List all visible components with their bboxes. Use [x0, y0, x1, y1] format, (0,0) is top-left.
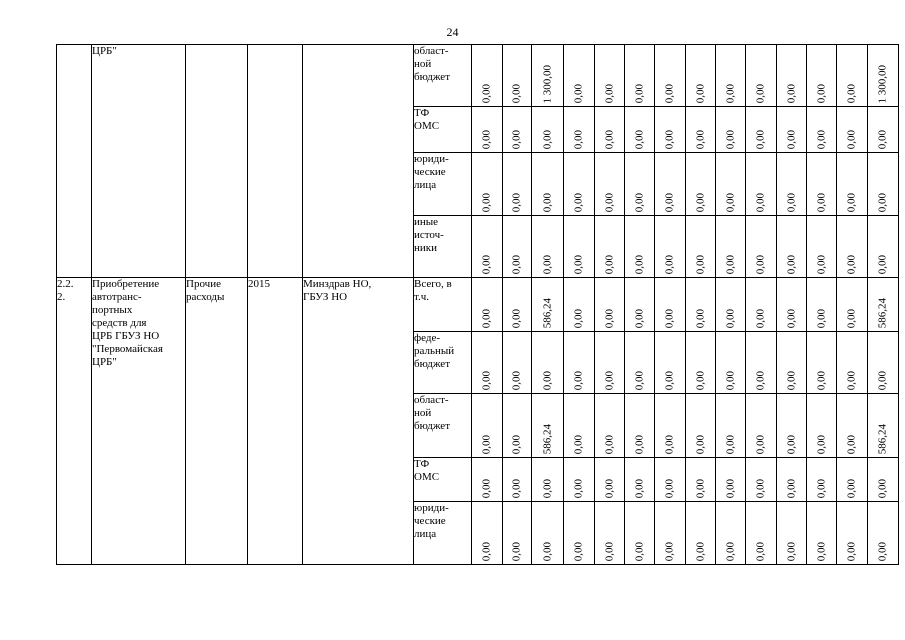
value-cell [532, 45, 564, 107]
value-cell [868, 394, 899, 458]
value-cell [472, 153, 503, 216]
value-cell [564, 394, 595, 458]
funding-source-cell: област- ной бюджет [414, 45, 472, 107]
value-text: 0,00 [815, 370, 827, 390]
value-text: 0,00 [785, 370, 797, 390]
value-text: 0,00 [694, 192, 706, 212]
value-cell [868, 278, 899, 332]
value-cell [777, 278, 807, 332]
value-cell [503, 45, 532, 107]
value-text: 0,00 [510, 254, 523, 274]
value-text: 0,00 [663, 541, 676, 561]
executor-cell: Минздрав НО, ГБУЗ НО [303, 278, 414, 565]
value-text: 0,00 [785, 434, 797, 454]
value-cell [532, 153, 564, 216]
value-cell [837, 153, 868, 216]
value-text: 0,00 [541, 192, 553, 212]
value-text: 0,00 [845, 129, 858, 149]
value-cell [595, 45, 625, 107]
value-cell [837, 458, 868, 502]
value-cell [625, 216, 655, 278]
value-cell [472, 502, 503, 565]
value-cell [532, 216, 564, 278]
num-cell [57, 45, 92, 107]
value-cell [807, 216, 837, 278]
year-cell [248, 45, 303, 107]
value-text: 0,00 [845, 192, 858, 212]
value-text: 0,00 [694, 308, 706, 328]
value-text: 0,00 [694, 83, 706, 103]
value-cell [777, 332, 807, 394]
value-cell [625, 45, 655, 107]
value-text: 0,00 [663, 192, 676, 212]
value-text: 0,00 [572, 254, 585, 274]
item-name-cell [92, 216, 186, 278]
value-cell [564, 502, 595, 565]
value-cell [472, 216, 503, 278]
value-cell [777, 107, 807, 153]
value-text: 0,00 [572, 308, 585, 328]
executor-cell [303, 153, 414, 216]
value-cell [472, 332, 503, 394]
value-text: 0,00 [754, 478, 767, 498]
value-cell [532, 278, 564, 332]
value-cell [868, 458, 899, 502]
value-text: 0,00 [572, 478, 585, 498]
executor-cell [303, 107, 414, 153]
value-cell [595, 332, 625, 394]
value-cell [655, 45, 686, 107]
year-cell [248, 153, 303, 216]
value-cell [686, 502, 716, 565]
value-text: 0,00 [876, 541, 889, 561]
value-cell [655, 278, 686, 332]
value-cell [595, 216, 625, 278]
value-text: 0,00 [876, 478, 889, 498]
value-text: 0,00 [480, 192, 493, 212]
value-text: 0,00 [815, 308, 827, 328]
value-cell [868, 332, 899, 394]
value-cell [472, 394, 503, 458]
value-cell [837, 394, 868, 458]
year-cell [248, 107, 303, 153]
value-cell [686, 153, 716, 216]
value-text: 0,00 [480, 83, 493, 103]
value-text: 0,00 [815, 129, 827, 149]
value-cell [716, 332, 746, 394]
value-cell [503, 458, 532, 502]
value-cell [777, 45, 807, 107]
funding-source-cell: ТФ ОМС [414, 107, 472, 153]
value-text: 0,00 [724, 370, 736, 390]
year-cell [248, 216, 303, 278]
value-cell [532, 394, 564, 458]
value-text: 0,00 [815, 192, 827, 212]
value-text: 0,00 [876, 129, 889, 149]
value-cell [746, 216, 777, 278]
value-cell [777, 216, 807, 278]
value-cell [532, 332, 564, 394]
value-text: 0,00 [603, 478, 615, 498]
value-cell [837, 502, 868, 565]
budget-table [56, 44, 899, 565]
value-text: 0,00 [510, 434, 523, 454]
value-text: 0,00 [754, 129, 767, 149]
value-cell [595, 153, 625, 216]
value-text: 0,00 [510, 192, 523, 212]
value-cell [564, 278, 595, 332]
value-text: 0,00 [754, 541, 767, 561]
value-cell [746, 332, 777, 394]
value-cell [777, 502, 807, 565]
value-text: 0,00 [785, 254, 797, 274]
value-cell [503, 107, 532, 153]
value-cell [595, 278, 625, 332]
table-row [57, 153, 899, 216]
value-cell [472, 45, 503, 107]
value-text: 0,00 [663, 254, 676, 274]
value-text: 0,00 [724, 192, 736, 212]
value-cell [837, 278, 868, 332]
value-text: 586,24 [541, 423, 553, 454]
value-cell [807, 107, 837, 153]
value-cell [625, 458, 655, 502]
num-cell [57, 216, 92, 278]
value-cell [807, 394, 837, 458]
value-cell [837, 332, 868, 394]
value-cell [564, 153, 595, 216]
value-text: 0,00 [510, 478, 523, 498]
value-text: 0,00 [694, 541, 706, 561]
value-cell [503, 394, 532, 458]
value-text: 0,00 [876, 370, 889, 390]
value-cell [686, 332, 716, 394]
funding-source-cell: Всего, в т.ч. [414, 278, 472, 332]
value-cell [716, 45, 746, 107]
table-row [57, 107, 899, 153]
value-text: 0,00 [633, 308, 645, 328]
value-text: 0,00 [603, 192, 615, 212]
table-row [57, 45, 899, 107]
value-text: 0,00 [694, 129, 706, 149]
value-text: 0,00 [845, 541, 858, 561]
value-cell [746, 45, 777, 107]
value-cell [655, 216, 686, 278]
value-cell [716, 502, 746, 565]
value-cell [655, 502, 686, 565]
value-text: 1 300,00 [541, 64, 553, 103]
value-cell [595, 502, 625, 565]
value-text: 0,00 [785, 83, 797, 103]
value-cell [868, 216, 899, 278]
value-text: 0,00 [815, 434, 827, 454]
value-cell [868, 153, 899, 216]
value-text: 0,00 [845, 478, 858, 498]
value-text: 0,00 [694, 434, 706, 454]
value-text: 0,00 [480, 434, 493, 454]
value-cell [503, 332, 532, 394]
value-text: 0,00 [480, 370, 493, 390]
item-name-cell: Приобретение автотранс- портных средств для ЦРБ ГБУЗ НО "Первомайская ЦРБ" [92, 278, 186, 565]
value-cell [503, 278, 532, 332]
value-cell [472, 278, 503, 332]
value-text: 0,00 [480, 478, 493, 498]
value-cell [807, 153, 837, 216]
value-cell [868, 45, 899, 107]
value-text: 0,00 [845, 254, 858, 274]
value-text: 0,00 [633, 478, 645, 498]
value-text: 0,00 [633, 83, 645, 103]
value-cell [564, 107, 595, 153]
value-text: 0,00 [694, 254, 706, 274]
value-cell [807, 45, 837, 107]
value-text: 0,00 [663, 370, 676, 390]
value-text: 0,00 [541, 254, 553, 274]
value-cell [564, 45, 595, 107]
value-text: 0,00 [876, 254, 889, 274]
value-text: 0,00 [541, 478, 553, 498]
value-cell [655, 153, 686, 216]
value-text: 0,00 [663, 478, 676, 498]
value-text: 0,00 [633, 254, 645, 274]
table-row [57, 278, 899, 332]
funding-source-cell: ТФ ОМС [414, 458, 472, 502]
value-text: 0,00 [663, 83, 676, 103]
value-cell [532, 502, 564, 565]
funding-source-cell: област- ной бюджет [414, 394, 472, 458]
value-text: 0,00 [480, 129, 493, 149]
expense-type-cell [186, 153, 248, 216]
value-cell [625, 502, 655, 565]
item-name-cell [92, 153, 186, 216]
value-text: 0,00 [663, 308, 676, 328]
value-cell [625, 394, 655, 458]
value-cell [716, 153, 746, 216]
funding-source-cell: юриди- ческие лица [414, 502, 472, 565]
value-text: 0,00 [785, 192, 797, 212]
value-text: 0,00 [480, 308, 493, 328]
value-cell [503, 216, 532, 278]
num-cell [57, 153, 92, 216]
value-cell [746, 458, 777, 502]
value-text: 0,00 [603, 254, 615, 274]
value-cell [655, 458, 686, 502]
value-cell [837, 107, 868, 153]
value-cell [625, 332, 655, 394]
value-cell [777, 153, 807, 216]
table-row [57, 216, 899, 278]
value-text: 0,00 [754, 370, 767, 390]
expense-type-cell: Прочие расходы [186, 278, 248, 565]
value-cell [625, 278, 655, 332]
value-text: 0,00 [724, 83, 736, 103]
value-text: 0,00 [510, 308, 523, 328]
value-text: 0,00 [754, 83, 767, 103]
value-text: 0,00 [541, 370, 553, 390]
value-text: 0,00 [510, 541, 523, 561]
value-text: 0,00 [845, 434, 858, 454]
value-text: 0,00 [510, 83, 523, 103]
value-text: 0,00 [815, 478, 827, 498]
value-cell [686, 216, 716, 278]
expense-type-cell [186, 45, 248, 107]
expense-type-cell [186, 107, 248, 153]
value-cell [564, 216, 595, 278]
value-text: 0,00 [694, 478, 706, 498]
value-text: 1 300,00 [876, 64, 889, 103]
value-cell [625, 107, 655, 153]
value-text: 0,00 [510, 129, 523, 149]
value-text: 0,00 [845, 370, 858, 390]
item-number-cell: 2.2. 2. [57, 278, 92, 565]
value-text: 0,00 [845, 83, 858, 103]
value-text: 0,00 [633, 434, 645, 454]
value-text: 586,24 [876, 423, 889, 454]
value-cell [564, 332, 595, 394]
value-text: 0,00 [785, 478, 797, 498]
value-text: 0,00 [633, 129, 645, 149]
value-cell [837, 45, 868, 107]
value-cell [837, 216, 868, 278]
value-cell [532, 107, 564, 153]
value-cell [686, 278, 716, 332]
value-cell [472, 458, 503, 502]
value-text: 0,00 [754, 308, 767, 328]
value-text: 0,00 [603, 370, 615, 390]
value-cell [686, 394, 716, 458]
value-cell [716, 394, 746, 458]
value-cell [746, 107, 777, 153]
value-text: 0,00 [480, 541, 493, 561]
value-cell [807, 502, 837, 565]
value-cell [686, 107, 716, 153]
value-text: 0,00 [724, 308, 736, 328]
value-text: 0,00 [603, 129, 615, 149]
value-text: 0,00 [572, 434, 585, 454]
value-text: 0,00 [724, 434, 736, 454]
value-cell [655, 394, 686, 458]
value-cell [746, 394, 777, 458]
value-text: 0,00 [724, 129, 736, 149]
value-text: 0,00 [785, 129, 797, 149]
item-name-cell [92, 107, 186, 153]
value-cell [746, 502, 777, 565]
value-text: 0,00 [603, 83, 615, 103]
value-text: 0,00 [572, 129, 585, 149]
value-text: 0,00 [572, 192, 585, 212]
value-cell [716, 107, 746, 153]
value-text: 0,00 [572, 370, 585, 390]
value-text: 0,00 [572, 83, 585, 103]
item-name-cell: ЦРБ" [92, 45, 186, 107]
value-text: 0,00 [876, 192, 889, 212]
value-cell [686, 458, 716, 502]
executor-cell [303, 216, 414, 278]
value-text: 0,00 [572, 541, 585, 561]
funding-source-cell: иные источ- ники [414, 216, 472, 278]
value-cell [655, 332, 686, 394]
funding-source-cell: феде- ральный бюджет [414, 332, 472, 394]
value-text: 0,00 [754, 254, 767, 274]
value-cell [746, 153, 777, 216]
value-text: 586,24 [876, 297, 889, 328]
value-cell [807, 278, 837, 332]
value-text: 0,00 [603, 308, 615, 328]
value-cell [686, 45, 716, 107]
value-cell [532, 458, 564, 502]
value-text: 0,00 [633, 192, 645, 212]
value-cell [655, 107, 686, 153]
value-text: 0,00 [663, 129, 676, 149]
value-cell [777, 458, 807, 502]
value-text: 0,00 [754, 434, 767, 454]
value-text: 0,00 [724, 254, 736, 274]
value-cell [716, 278, 746, 332]
value-text: 0,00 [785, 308, 797, 328]
value-cell [716, 458, 746, 502]
funding-source-cell: юриди- ческие лица [414, 153, 472, 216]
value-text: 0,00 [633, 370, 645, 390]
value-text: 0,00 [480, 254, 493, 274]
value-cell [595, 458, 625, 502]
value-text: 0,00 [663, 434, 676, 454]
value-text: 0,00 [541, 129, 553, 149]
value-text: 0,00 [815, 83, 827, 103]
page-number: 24 [446, 25, 459, 39]
value-text: 0,00 [724, 541, 736, 561]
year-cell: 2015 [248, 278, 303, 565]
value-text: 0,00 [815, 541, 827, 561]
value-text: 0,00 [633, 541, 645, 561]
value-cell [503, 502, 532, 565]
value-text: 0,00 [785, 541, 797, 561]
value-text: 586,24 [541, 297, 553, 328]
value-text: 0,00 [815, 254, 827, 274]
value-cell [868, 107, 899, 153]
value-cell [807, 332, 837, 394]
value-cell [472, 107, 503, 153]
expense-type-cell [186, 216, 248, 278]
value-text: 0,00 [845, 308, 858, 328]
value-text: 0,00 [510, 370, 523, 390]
value-text: 0,00 [541, 541, 553, 561]
value-text: 0,00 [603, 541, 615, 561]
value-text: 0,00 [603, 434, 615, 454]
value-cell [777, 394, 807, 458]
value-cell [625, 153, 655, 216]
num-cell [57, 107, 92, 153]
value-cell [595, 107, 625, 153]
value-text: 0,00 [754, 192, 767, 212]
value-cell [716, 216, 746, 278]
executor-cell [303, 45, 414, 107]
value-cell [595, 394, 625, 458]
value-cell [564, 458, 595, 502]
value-text: 0,00 [694, 370, 706, 390]
value-cell [807, 458, 837, 502]
value-cell [868, 502, 899, 565]
value-text: 0,00 [724, 478, 736, 498]
value-cell [746, 278, 777, 332]
value-cell [503, 153, 532, 216]
